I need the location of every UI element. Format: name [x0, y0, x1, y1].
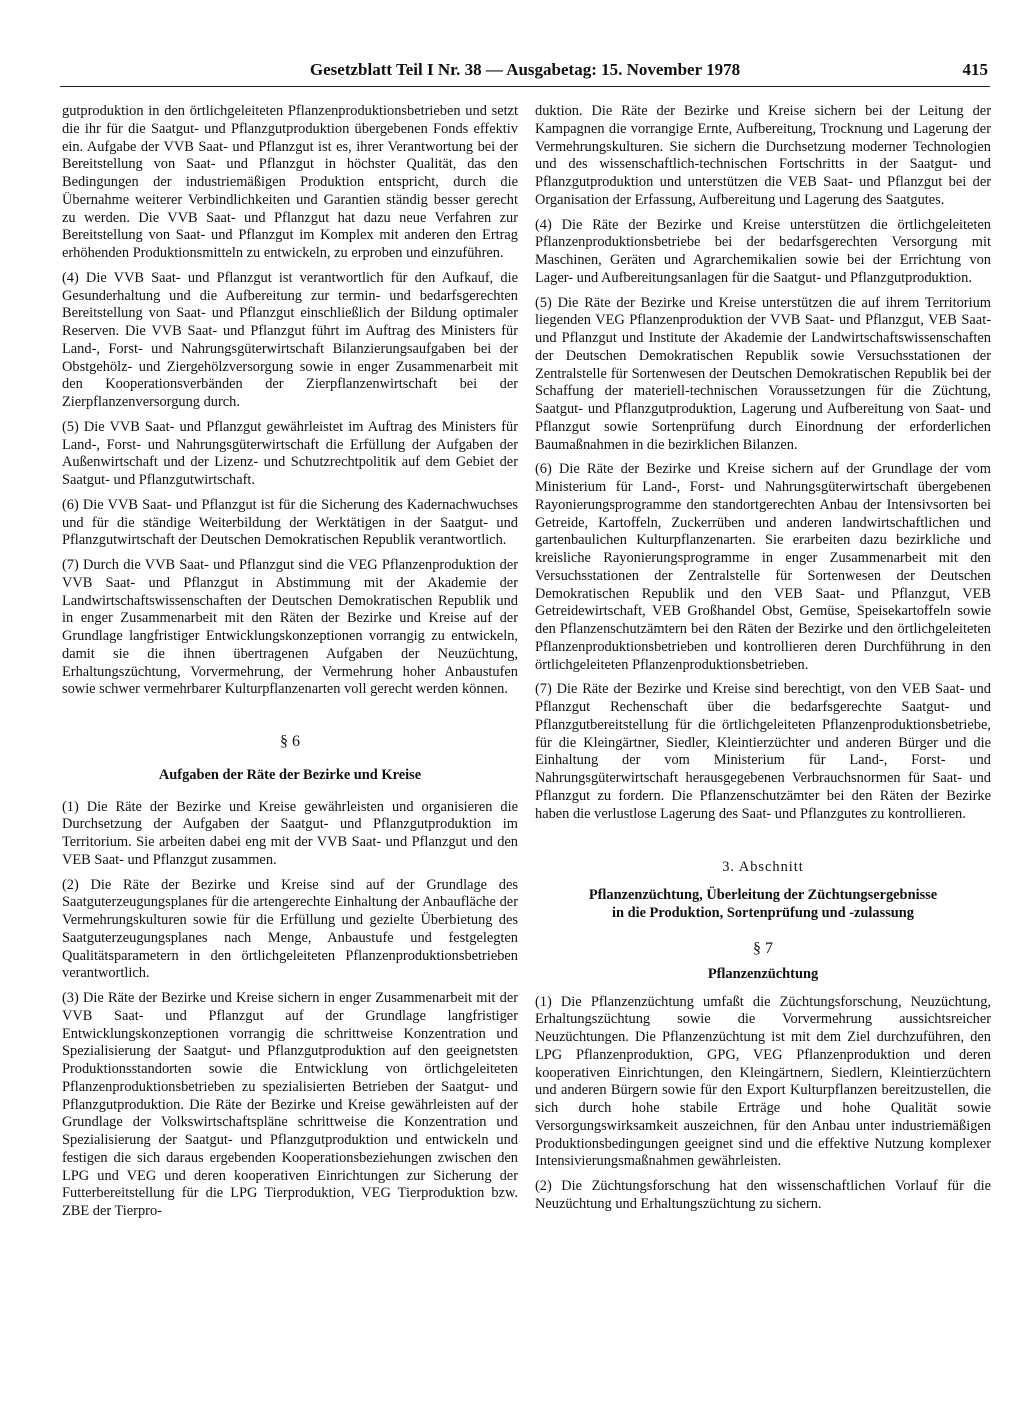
page-header: [60, 60, 990, 87]
paragraph: (5) Die VVB Saat- und Pflanzgut gewährleistet im Auftrag des Ministers für Land-, Forst- und Nahrungsgüterwirtschaft die Erfüllung der Aufgaben der Außenwirtschaft und der Lizenz- und Schutzrechtpolitik auf dem Gebiet der Saatgut- und Pflanzgutwirtschaft.: [62, 418, 518, 488]
paragraph: (7) Die Räte der Bezirke und Kreise sind berechtigt, von den VEB Saat- und Pflanzgut Rechenschaft über die bedarfsgerechte Saatgut- und Pflanzgutbereitstellung für die örtlichgeleiteten Pflanzenproduktionsbetriebe, für die Kleingärtner, Siedler, Kleintierzüchter und anderen Bürger und die Einhaltung der vom Ministerium für Land-, Forst- und Nahrungsgüterwirtschaft herausgegebenen Verbrauchsnormen für Saat- und Pflanzgut zu fordern. Die Pflanzenschutzämter bei den Räten der Bezirke haben die verlustlose Lagerung des Saat- und Pflanzgutes zu kontrollieren.: [535, 681, 991, 822]
paragraph: (7) Durch die VVB Saat- und Pflanzgut sind die VEG Pflanzenproduktion der VVB Saat- und Pflanzgut in Abstimmung mit der Akademie der Landwirtschaftswissenschaften der Deutschen Demokratischen Republik und in enger Zusammenarbeit mit den Räten der Bezirke und Kreise auf der Grundlage langfristiger Entwicklungskonzeptionen vorrangig zu entwickeln, damit sie die ihnen übertragenen Aufgaben der Neuzüchtung, Erhaltungszüchtung, Vorvermehrung, der Vermehrung hoher Anbaustufen sowie schwer vermehrbarer Kulturpflanzenarten voll gerecht werden können.: [62, 557, 518, 698]
chapter-title-line-2: in die Produktion, Sortenprüfung und -zulassung: [611, 904, 915, 921]
section-number: § 7: [753, 940, 773, 957]
paragraph: (6) Die Räte der Bezirke und Kreise sichern auf der Grundlage der vom Ministerium für Land-, Forst- und Nahrungsgüterwirtschaft übergebenen Rayonierungsprogramme den standortgerechten Anbau der Intensivsorten bei Getreide, Kartoffeln, Zuckerrüben und anderen landwirtschaftlichen und gartenbaulichen Kulturpflanzenarten. Sie erarbeiten dazu bezirkliche und kreisliche Rayonierungsprogramme in enger Zusammenarbeit mit den Versuchsstationen der Zentralstelle für Sortenwesen der Deutschen Demokratischen Republik und den VEB Saat- und Pflanzgut, VEB Getreidewirtschaft, VEB Großhandel Obst, Gemüse, Speisekartoffeln sowie den Pflanzenschutzämtern bei den Räten der Bezirke und den örtlichgeleiteten Pflanzenproduktionsbetrieben und kontrollieren deren Durchführung in den örtlichgeleiteten Pflanzenproduktionsbetrieben.: [535, 461, 991, 673]
page-number: 415: [962, 60, 988, 79]
paragraph: (2) Die Züchtungsforschung hat den wissenschaftlichen Vorlauf für die Neuzüchtung und Erhaltungszüchtung zu sichern.: [535, 1178, 991, 1212]
header-title: Gesetzblatt Teil I Nr. 38 — Ausgabetag: 15. November 1978: [309, 60, 741, 79]
paragraph: (1) Die Räte der Bezirke und Kreise gewährleisten und organisieren die Durchsetzung der Aufgaben der Saatgut- und Pflanzgutproduktion im Territorium. Sie arbeiten dabei eng mit der VVB Saat- und Pflanzgut und den VEB Saat- und Pflanzgut zusammen.: [62, 798, 518, 868]
paragraph: (5) Die Räte der Bezirke und Kreise unterstützen die auf ihrem Territorium liegenden VEG Pflanzenproduktion der VVB Saat- und Pflanzgut, VEB Saat- und Pflanzgut und Institute der Akademie der Landwirtschaftswissenschaften der Deutschen Demokratischen Republik sowie Versuchsstationen der Zentralstelle für Sortenwesen der Deutschen Demokratischen Republik bei der Schaffung der materiell-technischen Voraussetzungen für die Züchtung, Saatgut- und Pflanzgutproduktion, Lagerung und Aufbereitung von Saat- und Pflanzgut sowie Sortenprüfung durch Einordnung der erforderlichen Baumaßnahmen in die bezirklichen Bilanzen.: [535, 294, 991, 453]
paragraph: (6) Die VVB Saat- und Pflanzgut ist für die Sicherung des Kadernachwuchses und für die ständige Weiterbildung der Werktätigen in der Saatgut- und Pflanzgutwirtschaft der Deutschen Demokratischen Republik verantwortlich.: [62, 496, 518, 549]
left-column: [62, 103, 518, 1403]
paragraph: gutproduktion in den örtlichgeleiteten Pflanzenproduktionsbetrieben und setzt die ihr für die Saatgut- und Pflanzgutproduktion übergebenen Fonds effektiv ein. Aufgabe der VVB Saat- und Pflanzgut ist es, ihrer Verantwortung bei der Bereitstellung von Saat- und Pflanzgut in höchster Qualität, das den Bedingungen der industriemäßigen Produktion entspricht, durch die Übernahme weiterer Verbindlichkeiten und Garantien ständig besser gerecht zu werden. Die VVB Saat- und Pflanzgut hat dazu neue Verfahren zur Bereitstellung von Saat- und Pflanzgut im Komplex mit anderen den Ertrag erhöhenden Produktionsmitteln zu entwickeln, zu erproben und einzuführen.: [62, 103, 518, 261]
chapter-title-line-1: Pflanzenzüchtung, Überleitung der Züchtungsergebnisse: [588, 887, 938, 903]
paragraph: (2) Die Räte der Bezirke und Kreise sind auf der Grundlage des Saatguterzeugungsplanes für die artengerechte Einhaltung der Anbaufläche der Vermehrungskulturen sowie für die Erfüllung und gezielte Überbietung des Saatguterzeugungsplanes nach Menge, Anbaustufe und festgelegten Qualitätsparametern in den örtlichgeleiteten Pflanzenproduktionsbetrieben verantwortlich.: [62, 876, 518, 982]
chapter-title: [535, 887, 991, 922]
section-title: Pflanzenzüchtung: [707, 965, 819, 982]
paragraph: (1) Die Pflanzenzüchtung umfaßt die Züchtungsforschung, Neuzüchtung, Erhaltungszüchtung sowie die Vorvermehrung aussichtsreicher Neuzüchtungen. Die Pflanzenzüchtung ist mit dem Ziel durchzuführen, den LPG Pflanzenproduktion, GPG, VEG Pflanzenproduktion und deren kooperativen Einrichtungen, den Kleingärtnern, Siedlern, Kleintierzüchtern und anderen Bürgern sowie für den Export Kulturpflanzen bereitzustellen, die sich durch hohe stabile Erträge und hohe Qualität sowie Versorgungswirksamkeit auszeichnen, für den Anbau unter industriemäßigen Produktionsbedingungen geeignet sind und die effektive Nutzung komplexer Intensivierungsmaßnahmen gewährleisten.: [535, 993, 991, 1170]
paragraph: (4) Die Räte der Bezirke und Kreise unterstützen die örtlichgeleiteten Pflanzenproduktionsbetriebe bei der bedarfsgerechten Versorgung mit Maschinen, Geräten und Agrarchemikalien sowie bei der Errichtung von Lager- und Aufbereitungsanlagen für die Saatgut- und Pflanzgutproduktion.: [535, 216, 991, 286]
paragraph: (3) Die Räte der Bezirke und Kreise sichern in enger Zusammenarbeit mit der VVB Saat- und Pflanzgut auf der Grundlage langfristiger Entwicklungskonzeptionen vorrangig die schrittweise Konzentration und Spezialisierung der Saatgut- und Pflanzgutproduktion auf den geeignetsten Produktionsstandorten sowie die Entwicklung von örtlichgeleiteten Pflanzenproduktionsbetrieben zu spezialisierten Betrieben der Saatgut- und Pflanzgutproduktion. Die Räte der Bezirke und Kreise gewährleisten auf der Grundlage der Volkswirtschaftspläne schrittweise die Konzentration und Spezialisierung der Saatgut- und Pflanzgutproduktion und entwickeln und festigen die sich daraus ergebenden Kooperationsbeziehungen zwischen den LPG und VEG und deren kooperativen Einrichtungen zur Sicherung der Futterbereitstellung für die LPG Tierproduktion, VEG Tierproduktion bzw. ZBE der Tierpro-: [62, 990, 518, 1219]
paragraph: (4) Die VVB Saat- und Pflanzgut ist verantwortlich für den Aufkauf, die Gesunderhaltung und die Aufbereitung zur termin- und bedarfsgerechten Bereitstellung von Saat- und Pflanzgut einschließlich der Bildung optimaler Reserven. Die VVB Saat- und Pflanzgut führt im Auftrag des Ministers für Land-, Forst- und Nahrungsgüterwirtschaft Bilanzierungsaufgaben bei der Obstgehölz- und Ziergehölzversorgung sowie in enger Zusammenarbeit mit den Kooperationsverbänden der Zierpflanzenwirtschaft bei der Zierpflanzenversorgung durch.: [62, 269, 518, 410]
section-number: § 6: [280, 733, 300, 750]
section-title: Aufgaben der Räte der Bezirke und Kreise: [158, 766, 422, 783]
paragraph: duktion. Die Räte der Bezirke und Kreise sichern bei der Leitung der Kampagnen die vorrangige Ernte, Aufbereitung, Trocknung und Lagerung der Vermehrungskulturen. Sie sichern die Durchsetzung moderner Technologien und des wissenschaftlich-technischen Fortschritts in der Saatgut- und Pflanzgutproduktion und unterstützen die VEB Saat- und Pflanzgut bei der Organisation der Erfassung, Aufbereitung und Lagerung des Saatgutes.: [535, 103, 991, 208]
right-column: [535, 103, 991, 1403]
chapter-heading: 3. Abschnitt: [722, 859, 804, 876]
